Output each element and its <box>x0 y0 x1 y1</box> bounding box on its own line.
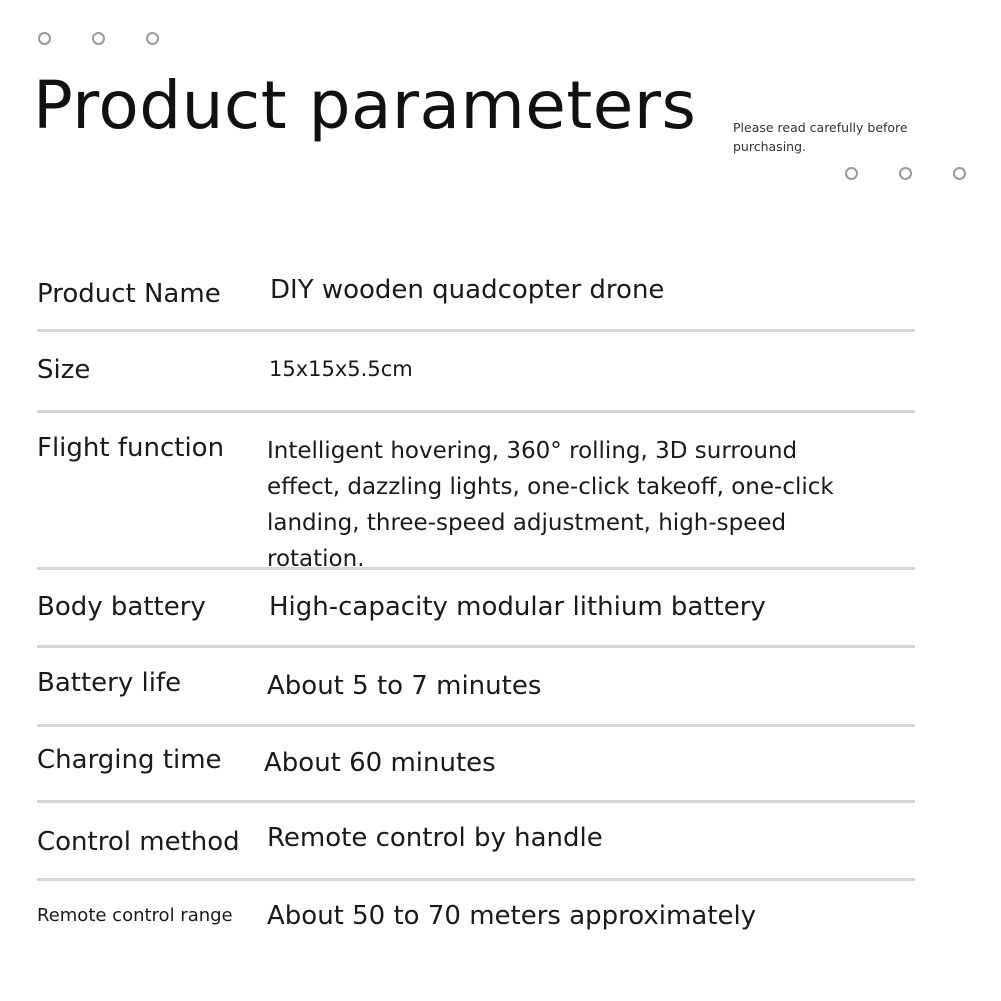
row-value: DIY wooden quadcopter drone <box>270 275 665 306</box>
row-label: Battery life <box>37 668 182 699</box>
table-row <box>37 413 915 570</box>
row-value: About 60 minutes <box>264 747 496 778</box>
table-row <box>37 881 915 951</box>
decorative-circle-icon <box>38 32 51 45</box>
decorative-circle-icon <box>146 32 159 45</box>
table-row <box>37 255 915 332</box>
row-label: Flight function <box>37 433 225 463</box>
decorative-circle-icon <box>899 167 912 180</box>
row-label: Size <box>37 355 91 386</box>
row-value: About 50 to 70 meters approximately <box>267 901 757 932</box>
decorative-circle-icon <box>953 167 966 180</box>
row-value: About 5 to 7 minutes <box>267 671 542 702</box>
purchase-note: Please read carefully before purchasing. <box>733 120 908 154</box>
table-row <box>37 803 915 881</box>
row-label: Charging time <box>37 744 222 775</box>
row-value: 15x15x5.5cm <box>269 356 413 381</box>
table-row <box>37 727 915 803</box>
table-row <box>37 570 915 648</box>
row-value: Remote control by handle <box>267 822 603 853</box>
table-row <box>37 648 915 727</box>
row-value: Intelligent hovering, 360° rolling, 3D surround effect, dazzling lights, one-click takeoff, one-click landing, three-speed adjustment, high-speed rotation. <box>267 438 834 572</box>
row-label: Remote control range <box>37 905 233 927</box>
row-label: Product Name <box>37 279 221 310</box>
row-value: High-capacity modular lithium battery <box>269 591 766 622</box>
page-title: Product parameters <box>33 67 697 144</box>
parameters-table <box>37 255 915 951</box>
row-label: Body battery <box>37 591 206 622</box>
table-row <box>37 332 915 413</box>
decorative-circle-icon <box>92 32 105 45</box>
decorative-circle-icon <box>845 167 858 180</box>
row-label: Control method <box>37 826 240 857</box>
